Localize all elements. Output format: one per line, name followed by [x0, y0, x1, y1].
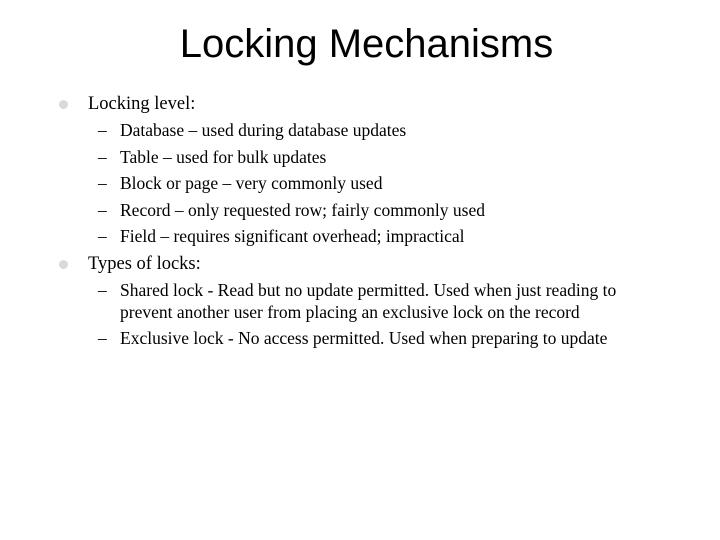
- bullet-text: Types of locks:: [88, 253, 201, 274]
- dash-icon: –: [98, 173, 107, 193]
- dash-icon: –: [98, 279, 107, 300]
- sub-bullet-exclusive-lock: [88, 327, 648, 349]
- sub-bullet-text: Exclusive lock - No access permitted. Used when preparing to update: [120, 328, 608, 348]
- bullet-text: Locking level:: [88, 94, 196, 114]
- dash-icon: –: [98, 226, 107, 246]
- bullet-locking-level: [56, 92, 666, 117]
- bullet-dot-icon: [59, 260, 68, 269]
- dash-icon: –: [98, 199, 107, 220]
- sub-bullet-text: Field – requires significant overhead; impractical: [120, 226, 465, 246]
- dash-icon: –: [98, 146, 107, 167]
- slide-title: Locking Mechanisms: [179, 22, 554, 66]
- sub-bullet-text: Shared lock - Read but no update permitted. Used when just reading to prevent another user from placing an exclusive lock on the record: [120, 279, 617, 322]
- sub-bullet-text: Block or page – very commonly used: [120, 173, 383, 193]
- slide-body: [56, 92, 666, 354]
- dash-icon: –: [98, 120, 107, 140]
- bullet-dot-icon: [59, 100, 68, 109]
- sub-bullet-list: [88, 279, 648, 350]
- sub-bullet-field: [88, 225, 666, 247]
- sub-bullet-list: [88, 119, 666, 247]
- bullet-types-of-locks: [56, 252, 666, 277]
- sub-bullet-database: [88, 119, 666, 141]
- sub-bullet-record: [88, 199, 666, 221]
- dash-icon: –: [98, 328, 107, 348]
- sub-bullet-table: [88, 146, 666, 168]
- sub-bullet-text: Record – only requested row; fairly commonly used: [120, 199, 485, 220]
- sub-bullet-text: Database – used during database updates: [120, 120, 407, 140]
- sub-bullet-text: Table – used for bulk updates: [120, 146, 327, 167]
- sub-bullet-shared-lock: [88, 279, 648, 323]
- sub-bullet-block: [88, 172, 666, 194]
